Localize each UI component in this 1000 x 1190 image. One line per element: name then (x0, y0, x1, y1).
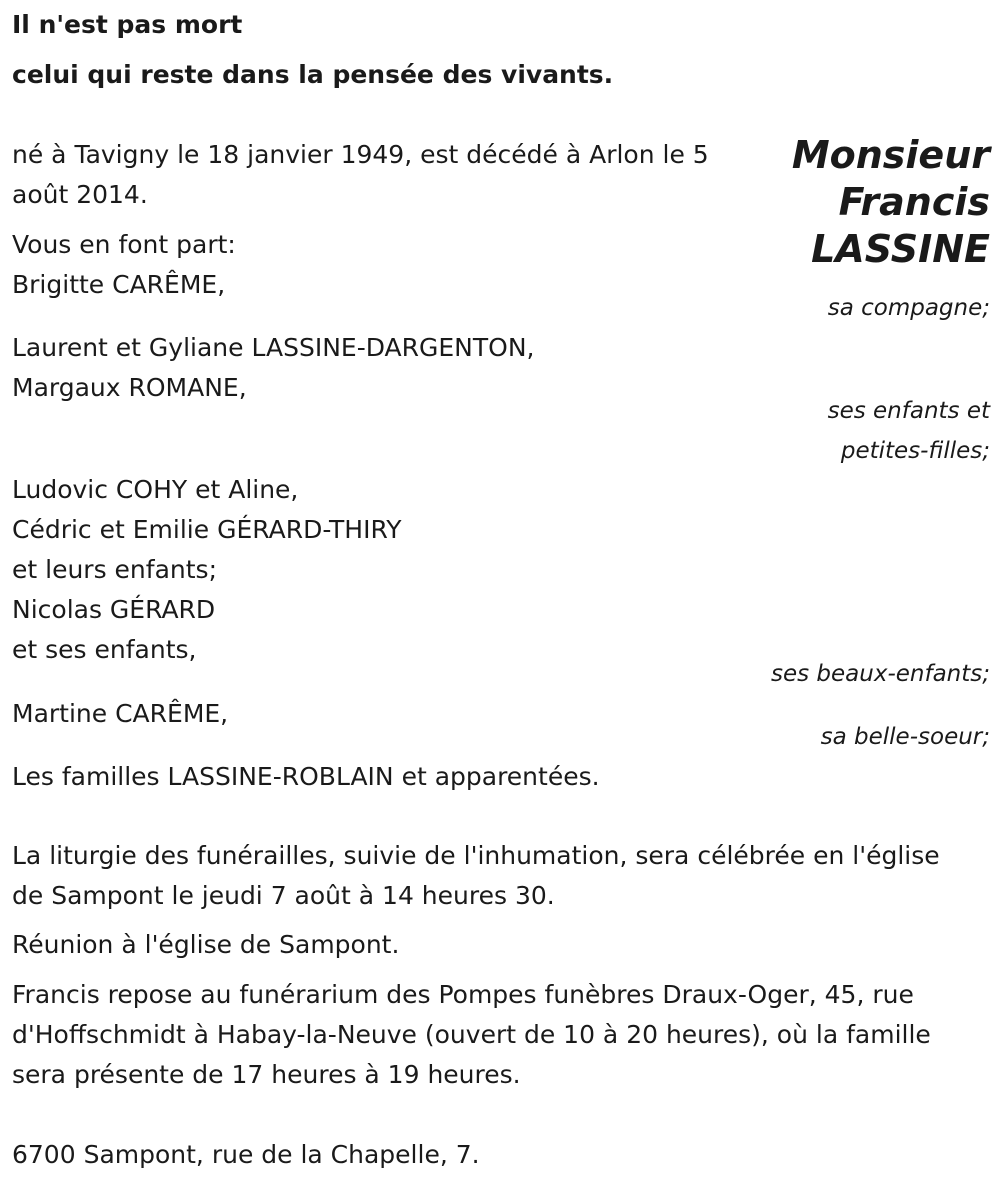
families-line: Les familles LASSINE-ROBLAIN et apparentées. (12, 762, 600, 791)
sister-in-law-name: Martine CARÊME, (12, 699, 229, 728)
address-line: 6700 Sampont, rue de la Chapelle, 7. (12, 1140, 480, 1169)
children-relation-line-1: ses enfants et (827, 398, 990, 424)
stepchildren-line-5: et ses enfants, (12, 635, 197, 664)
deceased-title: Monsieur (791, 133, 990, 177)
announcers-intro: Vous en font part: (12, 230, 236, 259)
deceased-last-name: LASSINE (811, 227, 990, 271)
stepchildren-line-4: Nicolas GÉRARD (12, 595, 216, 624)
deceased-first-name: Francis (838, 180, 990, 224)
stepchildren-line-1: Ludovic COHY et Aline, (12, 475, 299, 504)
children-relation-line-2: petites-filles; (840, 438, 990, 464)
birth-death-line-1: né à Tavigny le 18 janvier 1949, est décédé à Arlon le 5 (12, 140, 709, 169)
partner-name: Brigitte CARÊME, (12, 270, 226, 299)
children-line-1: Laurent et Gyliane LASSINE-DARGENTON, (12, 333, 535, 362)
meeting-line: Réunion à l'église de Sampont. (12, 930, 400, 959)
sister-in-law-relation: sa belle-soeur; (820, 724, 990, 750)
children-line-2: Margaux ROMANE, (12, 373, 247, 402)
rest-line-1: Francis repose au funérarium des Pompes funèbres Draux-Oger, 45, rue (12, 980, 914, 1009)
epigraph-line-1: Il n'est pas mort (12, 10, 243, 39)
liturgy-line-2: de Sampont le jeudi 7 août à 14 heures 30. (12, 881, 555, 910)
deceased-name (792, 132, 990, 273)
liturgy-line-1: La liturgie des funérailles, suivie de l'inhumation, sera célébrée en l'église (12, 841, 940, 870)
partner-relation: sa compagne; (827, 295, 990, 321)
rest-line-2: d'Hoffschmidt à Habay-la-Neuve (ouvert de 10 à 20 heures), où la famille (12, 1020, 931, 1049)
rest-line-3: sera présente de 17 heures à 19 heures. (12, 1060, 521, 1089)
epigraph-line-2: celui qui reste dans la pensée des vivants. (12, 60, 614, 89)
birth-death-line-2: août 2014. (12, 180, 148, 209)
stepchildren-line-3: et leurs enfants; (12, 555, 217, 584)
stepchildren-relation: ses beaux-enfants; (770, 661, 990, 687)
stepchildren-line-2: Cédric et Emilie GÉRARD-THIRY (12, 515, 402, 544)
